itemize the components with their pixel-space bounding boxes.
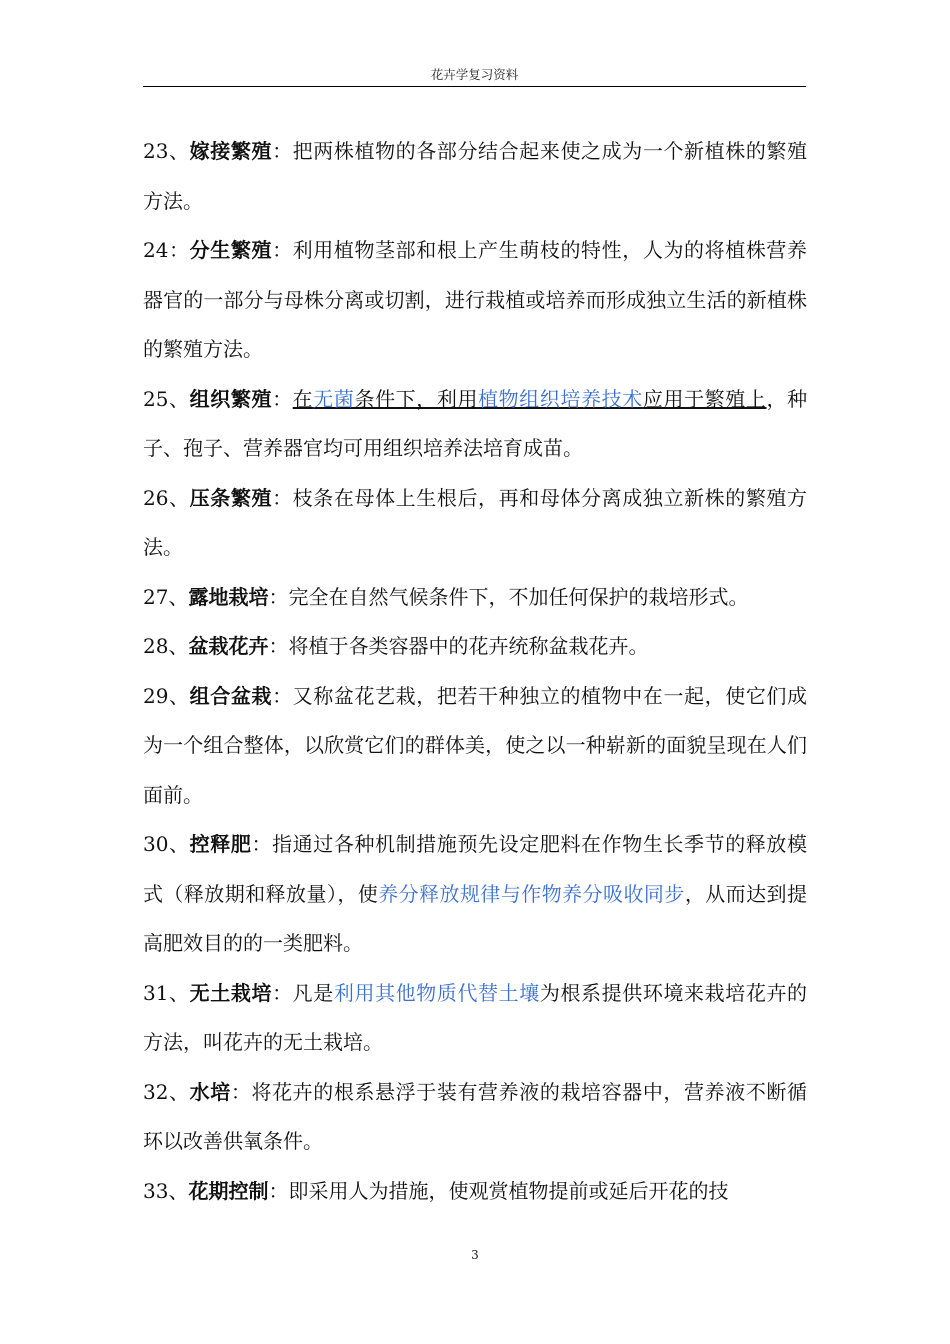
page-header (143, 66, 806, 87)
entry-term: 组织繁殖 (189, 386, 273, 411)
entry-definition: 条件下，利用 (354, 386, 479, 411)
entry-definition: ，从而达到提高肥效目的的一类肥料。 (143, 881, 807, 955)
entry-definition: 为根系提供环境来栽培花卉的方法，叫花卉的无土栽培。 (143, 980, 808, 1054)
entry-28 (143, 622, 807, 672)
entry-colon: ： (251, 832, 273, 856)
hyperlink-soil-substitute[interactable]: 利用其他物质代替土壤 (333, 980, 540, 1005)
entry-number: 29、 (143, 683, 190, 708)
entry-30 (143, 820, 807, 969)
entry-definition: 把两株植物的各部分结合起来使之成为一个新植株的繁殖方法。 (143, 139, 808, 213)
entry-definition: ，种子、孢子、营养器官均可用组织培养法培育成苗。 (143, 386, 808, 460)
entry-definition: 在 (292, 386, 314, 411)
entry-number: 27、 (143, 584, 189, 609)
entry-term: 分生繁殖 (189, 238, 273, 262)
header-title: 花卉学复习资料 (430, 67, 519, 82)
entry-term: 露地栽培 (188, 584, 269, 609)
entry-term: 无土栽培 (189, 980, 273, 1005)
entry-25 (143, 375, 807, 474)
entry-term: 控释肥 (189, 832, 252, 856)
entry-32 (143, 1068, 807, 1167)
entry-term: 嫁接繁殖 (189, 139, 273, 163)
entry-23 (143, 127, 807, 226)
entry-definition: 利用植物茎部和根上产生萌枝的特性，人为的将植株营养器官的一部分与母株分离或切割，进行栽植或培养而形成独立生活的新植株的繁殖方法。 (143, 238, 808, 361)
entry-27 (143, 573, 807, 623)
entry-number: 31、 (143, 980, 190, 1005)
entry-definition: 又称盆花艺栽，把若干种独立的植物中在一起，使它们成为一个组合整体，以欣赏它们的群体美，使之以一种崭新的面貌呈现在人们面前。 (143, 683, 808, 807)
entry-colon: ： (268, 584, 289, 609)
page-footer (0, 1248, 950, 1262)
hyperlink-nutrient-release[interactable]: 养分释放规律与作物养分吸收同步 (378, 881, 685, 906)
entry-definition: 应用于繁殖上 (642, 386, 767, 411)
entry-33 (143, 1167, 807, 1217)
entry-26 (143, 474, 807, 573)
entry-definition: 将花卉的根系悬浮于装有营养液的栽培容器中，营养液不断循环以改善供氧条件。 (143, 1079, 808, 1153)
entry-colon: ： (272, 238, 293, 262)
entry-term: 压条繁殖 (189, 485, 273, 510)
underlined-phrase (293, 387, 767, 411)
entry-colon: ： (272, 139, 293, 163)
entry-number: 25、 (143, 386, 190, 411)
entry-number: 33、 (143, 1178, 189, 1203)
entry-definition: 枝条在母体上生根后，再和母体分离成独立新株的繁殖方法。 (143, 485, 808, 559)
entry-colon: ： (272, 980, 293, 1005)
entry-number: 32、 (143, 1079, 190, 1104)
entry-definition: 指通过各种机制措施预先设定肥料在作物生长季节的释放模式（释放期和释放量），使 (143, 832, 808, 906)
entry-31 (143, 969, 807, 1068)
entry-term: 盆栽花卉 (188, 634, 269, 658)
entry-29 (143, 672, 807, 821)
entry-definition: 凡是 (292, 980, 334, 1005)
entry-colon: ： (268, 1178, 289, 1203)
entry-colon: ： (230, 1079, 252, 1104)
entry-number: 28、 (143, 634, 189, 658)
entry-colon: ： (272, 683, 293, 708)
entry-term: 组合盆栽 (189, 683, 273, 708)
entry-number: 24： (143, 238, 190, 262)
page-number: 3 (471, 1248, 479, 1262)
entry-term: 水培 (189, 1079, 231, 1104)
entry-definition: 将植于各类容器中的花卉统称盆栽花卉。 (288, 634, 649, 658)
entry-colon: ： (272, 485, 293, 510)
entry-definition: 即采用人为措施，使观赏植物提前或延后开花的技 (288, 1178, 729, 1203)
entry-colon: ： (268, 634, 289, 658)
hyperlink-wujun[interactable]: 无菌 (313, 386, 355, 411)
entry-number: 26、 (143, 485, 190, 510)
entry-colon: ： (272, 386, 293, 411)
document-body (143, 127, 807, 1216)
hyperlink-tissue-culture[interactable]: 植物组织培养技术 (478, 386, 643, 411)
entry-definition: 完全在自然气候条件下，不加任何保护的栽培形式。 (288, 584, 749, 609)
entry-number: 23、 (143, 139, 190, 163)
entry-24 (143, 226, 807, 375)
entry-term: 花期控制 (188, 1178, 269, 1203)
entry-number: 30、 (143, 832, 190, 856)
